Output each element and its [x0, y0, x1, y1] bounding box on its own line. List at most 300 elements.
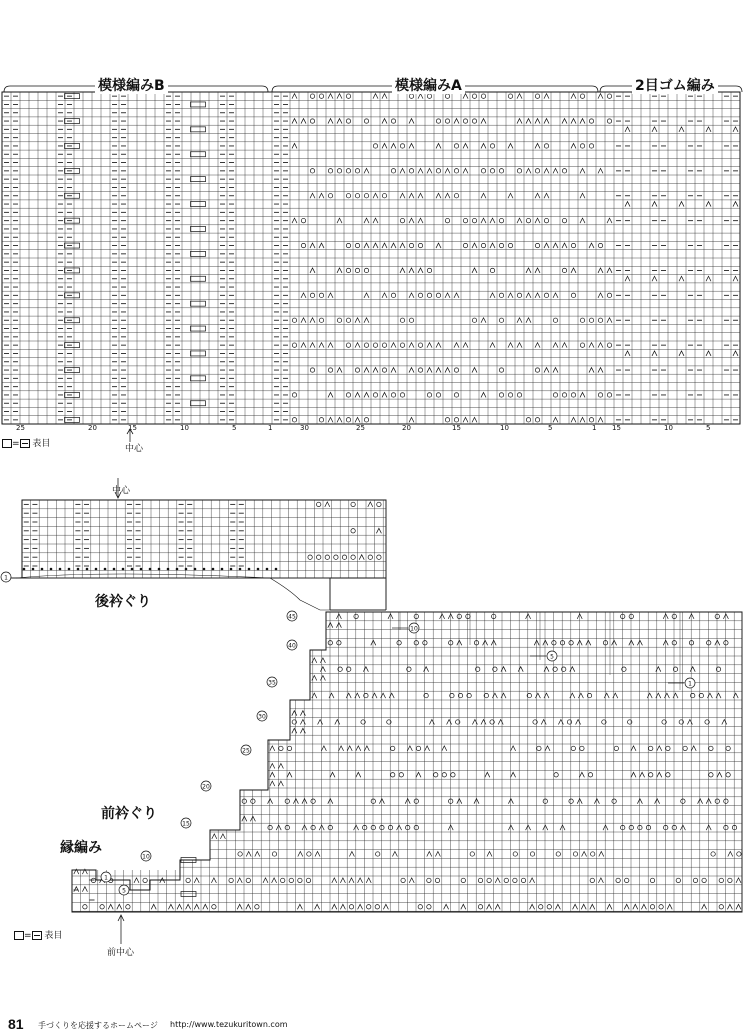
yarn-over-icon — [709, 746, 713, 750]
decrease-icon — [498, 720, 503, 725]
back-neck-label: 後衿ぐり — [92, 594, 154, 610]
decrease-icon — [545, 746, 550, 751]
decrease-icon — [578, 693, 583, 698]
decrease-icon — [657, 772, 662, 777]
decrease-icon — [518, 667, 523, 672]
decrease-icon — [461, 904, 466, 909]
decrease-icon — [315, 852, 320, 857]
decrease-icon — [263, 878, 268, 883]
yarn-over-icon — [285, 799, 289, 803]
decrease-icon — [495, 904, 500, 909]
decrease-icon — [212, 834, 217, 839]
yarn-over-icon — [547, 905, 551, 909]
yarn-over-icon — [621, 825, 625, 829]
blank-cell-icon — [14, 931, 24, 940]
yarn-over-icon — [726, 746, 730, 750]
yarn-over-icon — [646, 825, 650, 829]
yarn-over-icon — [513, 852, 517, 856]
yarn-over-icon — [664, 825, 668, 829]
bind-off-dot — [239, 568, 242, 571]
row-marker-label: 5 — [122, 887, 126, 895]
decrease-icon — [292, 728, 297, 733]
decrease-marker-label: 5 — [550, 653, 554, 661]
decrease-icon — [577, 614, 582, 619]
decrease-icon — [151, 904, 156, 909]
decrease-icon — [211, 878, 216, 883]
yarn-over-icon — [391, 746, 395, 750]
decrease-icon — [680, 825, 685, 830]
bind-off-dot — [257, 568, 260, 571]
yarn-over-icon — [666, 746, 670, 750]
decrease-icon — [177, 904, 182, 909]
decrease-icon — [647, 693, 652, 698]
yarn-over-icon — [521, 878, 525, 882]
decrease-icon — [168, 904, 173, 909]
decrease-icon — [629, 640, 634, 645]
decrease-icon — [706, 825, 711, 830]
decrease-icon — [474, 799, 479, 804]
yarn-over-icon — [556, 852, 560, 856]
yarn-over-icon — [567, 720, 571, 724]
decrease-icon — [336, 614, 341, 619]
yarn-over-icon — [414, 641, 418, 645]
decrease-icon — [300, 711, 305, 716]
yarn-over-icon — [363, 825, 367, 829]
bind-off-dot — [248, 568, 251, 571]
decrease-icon — [544, 667, 549, 672]
yarn-over-icon — [638, 825, 642, 829]
yarn-over-icon — [715, 799, 719, 803]
decrease-icon — [655, 799, 660, 804]
decrease-icon — [320, 658, 325, 663]
decrease-icon — [332, 904, 337, 909]
decrease-icon — [366, 878, 371, 883]
yarn-over-icon — [571, 746, 575, 750]
yarn-over-icon — [298, 878, 302, 882]
yarn-over-icon — [625, 878, 629, 882]
yarn-over-icon — [470, 852, 474, 856]
decrease-icon — [594, 799, 599, 804]
decrease-icon — [134, 878, 139, 883]
decrease-icon — [723, 614, 728, 619]
decrease-icon — [320, 676, 325, 681]
bind-off-dot — [104, 568, 107, 571]
decrease-icon — [397, 825, 402, 830]
decrease-icon — [613, 693, 618, 698]
yarn-over-icon — [317, 502, 321, 506]
yarn-over-icon — [406, 825, 410, 829]
yarn-over-icon — [349, 905, 353, 909]
yarn-over-icon — [401, 878, 405, 882]
yarn-over-icon — [569, 641, 573, 645]
decrease-icon — [429, 720, 434, 725]
decrease-icon — [722, 720, 727, 725]
yarn-over-icon — [552, 641, 556, 645]
decrease-icon — [298, 852, 303, 857]
yarn-over-icon — [435, 878, 439, 882]
decrease-icon — [416, 772, 421, 777]
yarn-over-icon — [371, 799, 375, 803]
decrease-icon — [624, 904, 629, 909]
bind-off-dot — [131, 568, 134, 571]
decrease-icon — [237, 878, 242, 883]
row-marker-label: 30 — [258, 713, 266, 721]
yarn-over-icon — [423, 641, 427, 645]
yarn-over-icon — [308, 555, 312, 559]
yarn-over-icon — [285, 825, 289, 829]
decrease-icon — [318, 720, 323, 725]
yarn-over-icon — [387, 720, 391, 724]
decrease-icon — [702, 904, 707, 909]
decrease-icon — [501, 693, 506, 698]
decrease-icon — [270, 764, 275, 769]
axis-tick-label: 10 — [180, 424, 189, 432]
yarn-over-icon — [337, 641, 341, 645]
decrease-icon — [302, 799, 307, 804]
yarn-over-icon — [449, 799, 453, 803]
decrease-icon — [427, 852, 432, 857]
yarn-over-icon — [560, 641, 564, 645]
axis-tick-label: 15 — [452, 424, 461, 432]
yarn-over-icon — [478, 878, 482, 882]
yarn-over-icon — [621, 614, 625, 618]
yarn-over-icon — [375, 905, 379, 909]
decrease-marker-label: 1 — [688, 680, 692, 688]
decrease-icon — [576, 720, 581, 725]
bind-off-dot — [212, 568, 215, 571]
decrease-icon — [663, 614, 668, 619]
axis-tick-label: 5 — [232, 424, 237, 432]
axis-tick-label: 25 — [356, 424, 365, 432]
legend-text: 表目 — [32, 439, 51, 449]
yarn-over-icon — [334, 555, 338, 559]
yarn-over-icon — [728, 878, 732, 882]
decrease-icon — [440, 614, 445, 619]
decrease-icon — [483, 640, 488, 645]
pattern-b-label: 模様編みB — [95, 78, 168, 94]
decrease-icon — [372, 693, 377, 698]
yarn-over-icon — [672, 641, 676, 645]
decrease-icon — [590, 904, 595, 909]
yarn-over-icon — [689, 641, 693, 645]
decrease-icon — [381, 693, 386, 698]
decrease-icon — [535, 693, 540, 698]
decrease-icon — [356, 772, 361, 777]
decrease-icon — [321, 746, 326, 751]
decrease-icon — [74, 887, 79, 892]
yarn-over-icon — [724, 799, 728, 803]
axis-tick-label: 5 — [548, 424, 553, 432]
yarn-over-icon — [186, 878, 190, 882]
decrease-icon — [356, 746, 361, 751]
decrease-icon — [530, 904, 535, 909]
decrease-icon — [346, 693, 351, 698]
decrease-icon — [246, 852, 251, 857]
yarn-over-icon — [449, 641, 453, 645]
decrease-icon — [297, 904, 302, 909]
yarn-over-icon — [466, 614, 470, 618]
yarn-over-icon — [707, 641, 711, 645]
yarn-over-icon — [242, 799, 246, 803]
yarn-over-icon — [474, 641, 478, 645]
decrease-icon — [707, 693, 712, 698]
decrease-icon — [577, 640, 582, 645]
yarn-over-icon — [676, 878, 680, 882]
yarn-over-icon — [602, 720, 606, 724]
decrease-icon — [607, 904, 612, 909]
yarn-over-icon — [100, 905, 104, 909]
decrease-icon — [631, 746, 636, 751]
decrease-icon — [270, 746, 275, 751]
decrease-icon — [82, 887, 87, 892]
row-marker-label: 25 — [242, 747, 250, 755]
yarn-over-icon — [238, 852, 242, 856]
yarn-over-icon — [711, 852, 715, 856]
yarn-over-icon — [351, 502, 355, 506]
decrease-icon — [706, 799, 711, 804]
footer-url[interactable]: http://www.tezukuritown.com — [170, 1020, 288, 1029]
decrease-icon — [491, 640, 496, 645]
axis-tick-label: 15 — [128, 424, 137, 432]
decrease-icon — [349, 852, 354, 857]
row-marker-label: 40 — [288, 642, 296, 650]
decrease-icon — [330, 772, 335, 777]
yarn-over-icon — [492, 614, 496, 618]
yarn-over-icon — [368, 555, 372, 559]
decrease-icon — [457, 799, 462, 804]
yarn-over-icon — [306, 878, 310, 882]
decrease-marker-label: 10 — [410, 625, 418, 633]
decrease-icon — [534, 640, 539, 645]
yarn-over-icon — [287, 746, 291, 750]
decrease-icon — [409, 878, 414, 883]
decrease-icon — [442, 746, 447, 751]
yarn-over-icon — [212, 905, 216, 909]
yarn-over-icon — [354, 614, 358, 618]
bind-off-dot — [50, 568, 53, 571]
yarn-over-icon — [457, 614, 461, 618]
decrease-icon — [543, 640, 548, 645]
decrease-icon — [733, 693, 738, 698]
yarn-over-icon — [251, 799, 255, 803]
decrease-icon — [392, 852, 397, 857]
decrease-icon — [612, 640, 617, 645]
row-marker-label: 15 — [182, 820, 190, 828]
decrease-icon — [544, 693, 549, 698]
decrease-icon — [530, 878, 535, 883]
rib-stitch-label: 2目ゴム編み — [632, 78, 718, 94]
decrease-icon — [555, 904, 560, 909]
axis-tick-label: 5 — [706, 424, 711, 432]
footer-text: 手づくりを応援するホームページ — [38, 1021, 158, 1030]
yarn-over-icon — [554, 773, 558, 777]
decrease-icon — [349, 878, 354, 883]
yarn-over-icon — [719, 905, 723, 909]
bind-off-dot — [167, 568, 170, 571]
decrease-icon — [716, 693, 721, 698]
decrease-icon — [448, 825, 453, 830]
decrease-icon — [272, 878, 277, 883]
bind-off-dot — [203, 568, 206, 571]
yarn-over-icon — [377, 502, 381, 506]
yarn-over-icon — [427, 878, 431, 882]
yarn-over-icon — [724, 825, 728, 829]
decrease-icon — [379, 799, 384, 804]
decrease-icon — [472, 720, 477, 725]
decrease-icon — [715, 640, 720, 645]
decrease-icon — [363, 667, 368, 672]
center-label-bottom: 中心 — [112, 486, 131, 496]
decrease-icon — [312, 676, 317, 681]
decrease-icon — [641, 904, 646, 909]
decrease-icon — [570, 667, 575, 672]
decrease-icon — [603, 825, 608, 830]
decrease-icon — [270, 772, 275, 777]
decrease-icon — [481, 720, 486, 725]
yarn-over-icon — [367, 905, 371, 909]
yarn-over-icon — [580, 746, 584, 750]
yarn-over-icon — [616, 878, 620, 882]
decrease-icon — [315, 904, 320, 909]
yarn-over-icon — [456, 720, 460, 724]
yarn-over-icon — [650, 878, 654, 882]
decrease-icon — [424, 667, 429, 672]
yarn-over-icon — [614, 746, 618, 750]
yarn-over-icon — [434, 773, 438, 777]
yarn-over-icon — [513, 878, 517, 882]
decrease-icon — [287, 772, 292, 777]
legend-text: 表目 — [44, 931, 63, 941]
yarn-over-icon — [391, 773, 395, 777]
decrease-icon — [300, 728, 305, 733]
decrease-icon — [312, 693, 317, 698]
yarn-over-icon — [388, 825, 392, 829]
bind-off-dot — [32, 568, 35, 571]
yarn-over-icon — [672, 614, 676, 618]
decrease-icon — [203, 904, 208, 909]
pattern-a-label: 模様編みA — [392, 78, 465, 94]
decrease-icon — [371, 640, 376, 645]
decrease-icon — [300, 720, 305, 725]
bind-off-dot — [140, 568, 143, 571]
decrease-icon — [444, 904, 449, 909]
decrease-icon — [691, 746, 696, 751]
yarn-over-icon — [732, 825, 736, 829]
decrease-icon — [358, 904, 363, 909]
decrease-icon — [355, 693, 360, 698]
decrease-icon — [656, 667, 661, 672]
decrease-icon — [487, 904, 492, 909]
yarn-over-icon — [702, 878, 706, 882]
bind-off-dot — [95, 568, 98, 571]
yarn-over-icon — [591, 852, 595, 856]
axis-tick-label: 30 — [300, 424, 309, 432]
yarn-over-icon — [311, 825, 315, 829]
row-marker-label: 35 — [268, 679, 276, 687]
yarn-over-icon — [709, 773, 713, 777]
yarn-over-icon — [397, 641, 401, 645]
yarn-over-icon — [229, 878, 233, 882]
row-marker-label: 1 — [104, 874, 108, 882]
yarn-over-icon — [342, 555, 346, 559]
bind-off-dot — [185, 568, 188, 571]
decrease-icon — [108, 904, 113, 909]
decrease-icon — [364, 746, 369, 751]
decrease-icon — [727, 904, 732, 909]
yarn-over-icon — [679, 720, 683, 724]
bind-off-dot — [59, 568, 62, 571]
axis-tick-label: 1 — [268, 424, 273, 432]
decrease-icon — [657, 746, 662, 751]
yarn-over-icon — [478, 905, 482, 909]
yarn-over-icon — [351, 555, 355, 559]
yarn-over-icon — [307, 852, 311, 856]
axis-tick-label: 20 — [402, 424, 411, 432]
yarn-over-icon — [279, 746, 283, 750]
yarn-over-icon — [328, 825, 332, 829]
decrease-icon — [526, 614, 531, 619]
decrease-icon — [689, 614, 694, 619]
decrease-icon — [383, 904, 388, 909]
bind-off-dot — [266, 568, 269, 571]
decrease-icon — [328, 623, 333, 628]
decrease-icon — [637, 640, 642, 645]
yarn-over-icon — [292, 720, 296, 724]
decrease-icon — [577, 799, 582, 804]
yarn-over-icon — [380, 825, 384, 829]
decrease-icon — [586, 640, 591, 645]
decrease-icon — [186, 904, 191, 909]
yarn-over-icon — [539, 905, 543, 909]
back-neck-curve — [16, 574, 330, 610]
decrease-icon — [457, 640, 462, 645]
decrease-icon — [117, 904, 122, 909]
decrease-icon — [543, 825, 548, 830]
yarn-over-icon — [724, 641, 728, 645]
axis-tick-label: 20 — [88, 424, 97, 432]
yarn-over-icon — [371, 825, 375, 829]
decrease-icon — [508, 799, 513, 804]
yarn-over-icon — [427, 905, 431, 909]
yarn-over-icon — [650, 905, 654, 909]
bind-off-dot — [275, 568, 278, 571]
yarn-over-icon — [726, 773, 730, 777]
yarn-over-icon — [246, 878, 250, 882]
decrease-icon — [673, 693, 678, 698]
decrease-icon — [526, 825, 531, 830]
yarn-over-icon — [573, 852, 577, 856]
decrease-icon — [690, 667, 695, 672]
yarn-over-icon — [442, 773, 446, 777]
knit-stitch-icon — [32, 931, 42, 940]
page-number: 81 — [8, 1016, 24, 1032]
yarn-over-icon — [414, 614, 418, 618]
decrease-icon — [278, 781, 283, 786]
axis-tick-label: 10 — [664, 424, 673, 432]
yarn-over-icon — [377, 555, 381, 559]
yarn-over-icon — [361, 720, 365, 724]
decrease-icon — [728, 852, 733, 857]
row-marker-label: 20 — [202, 783, 210, 791]
yarn-over-icon — [629, 614, 633, 618]
decrease-icon — [220, 834, 225, 839]
yarn-over-icon — [325, 555, 329, 559]
yarn-over-icon — [461, 878, 465, 882]
yarn-over-icon — [255, 905, 259, 909]
bind-off-dot — [158, 568, 161, 571]
yarn-over-icon — [451, 773, 455, 777]
edge-stitch-label: 縁編み — [57, 840, 105, 856]
